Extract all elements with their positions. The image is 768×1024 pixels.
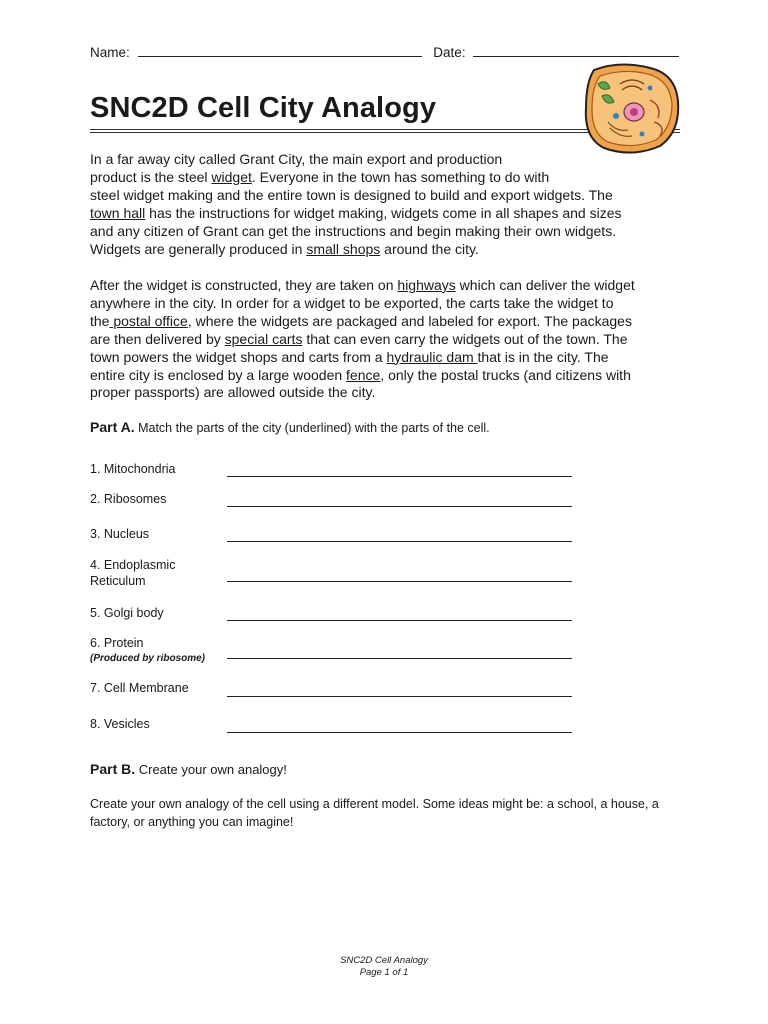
process-line-2: anywhere in the city. In order for a widget to be exported, the carts take the widget to	[90, 294, 614, 311]
name-blank[interactable]	[138, 44, 422, 57]
intro-line-4: town hall has the instructions for widget making, widgets come in all shapes and sizes	[90, 204, 622, 221]
town-hall-term: town hall	[90, 204, 146, 221]
hydraulic-dam-term: hydraulic dam	[386, 348, 478, 365]
intro-line-3: steel widget making and the entire town is designed to build and export widgets. The	[90, 186, 613, 203]
footer-title: SNC2D Cell Analogy	[340, 955, 428, 966]
match-item-label: 6. Protein (Produced by ribosome)	[90, 635, 205, 667]
highways-term: highways	[397, 277, 456, 293]
postal-office-term: postal office	[109, 312, 188, 329]
paragraph-intro	[90, 151, 622, 258]
paragraph-process	[90, 277, 635, 402]
process-line-3: the postal office, where the widgets are packaged and labeled for export. The packages	[90, 312, 632, 329]
process-line-7: proper passports) are allowed outside the city.	[90, 384, 376, 401]
name-date-line	[90, 44, 690, 60]
part-a-heading	[90, 419, 490, 435]
footer-page-number: Page 1 of 1	[359, 967, 409, 978]
answer-blank[interactable]	[227, 461, 572, 477]
answer-blank[interactable]	[227, 491, 572, 507]
date-blank[interactable]	[473, 44, 679, 57]
process-line-6: entire city is enclosed by a large wooden fence, only the postal trucks (and citizens with	[90, 366, 631, 383]
answer-blank[interactable]	[227, 526, 572, 542]
part-a-label: Part A.	[90, 419, 135, 435]
answer-blank[interactable]	[227, 566, 572, 582]
part-b-instruction: Create your own analogy!	[135, 762, 287, 777]
process-line-5: town powers the widget shops and carts from a hydraulic dam that is in the city. The	[90, 348, 609, 365]
intro-line-5: and any citizen of Grant can get the instructions and begin making their own widgets.	[90, 222, 617, 239]
process-line-4: are then delivered by special carts that can even carry the widgets out of the town. The	[90, 330, 628, 347]
special-carts-term: special carts	[224, 330, 303, 347]
answer-blank[interactable]	[227, 681, 572, 697]
intro-line-2: product is the steel widget. Everyone in the town has something to do with	[90, 168, 550, 185]
match-item-label: 1. Mitochondria	[90, 462, 176, 476]
protein-note: (Produced by ribosome)	[90, 653, 206, 664]
match-item-label: 2. Ribosomes	[90, 492, 167, 506]
part-b-label: Part B.	[90, 761, 136, 777]
page-title: SNC2D Cell City Analogy	[90, 92, 437, 124]
answer-blank[interactable]	[227, 717, 572, 733]
match-item-label: 3. Nucleus	[90, 527, 150, 541]
process-line-1: After the widget is constructed, they are taken on highways which can deliver the widget	[90, 277, 635, 293]
part-b-description: Create your own analogy of the cell using a different model. Some ideas might be: a school, a house, a factory, or anything you can imagine!	[90, 797, 659, 829]
intro-line-1: In a far away city called Grant City, the main export and production	[90, 151, 503, 167]
part-b-heading	[90, 761, 287, 777]
answer-blank[interactable]	[227, 605, 572, 621]
intro-line-6: Widgets are generally produced in small shops around the city.	[90, 240, 479, 257]
match-item-label: 5. Golgi body	[90, 606, 164, 620]
small-shops-term: small shops	[306, 240, 381, 257]
match-item-label: 7. Cell Membrane	[90, 681, 189, 695]
match-item-label: 4. Endoplasmic Reticulum	[90, 558, 176, 588]
name-label: Name:	[90, 45, 130, 60]
answer-blank[interactable]	[227, 643, 572, 659]
part-a-instruction: Match the parts of the city (underlined) with the parts of the cell.	[134, 421, 490, 435]
widget-term: widget	[211, 168, 252, 185]
match-item-label: 8. Vesicles	[90, 717, 150, 731]
date-label: Date:	[433, 45, 466, 60]
fence-term: fence	[346, 366, 381, 383]
cell-clipart-icon	[580, 62, 684, 154]
